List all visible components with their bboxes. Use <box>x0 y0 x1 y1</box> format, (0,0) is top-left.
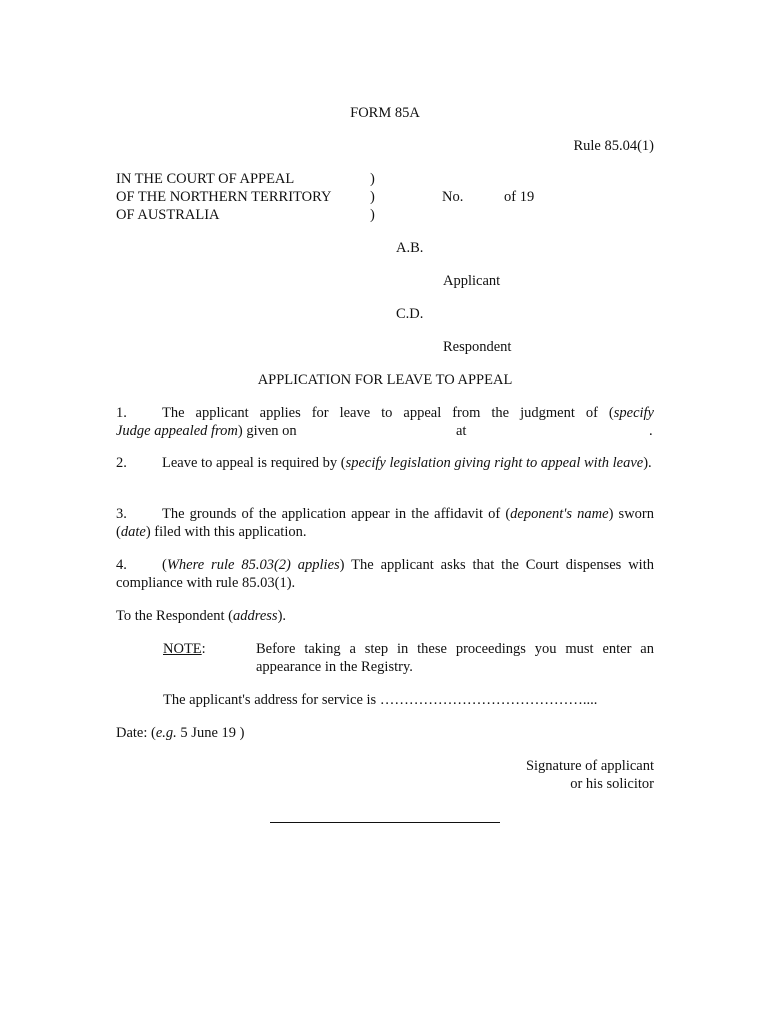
respondent-role: Respondent <box>443 339 512 355</box>
date-label: Date: ( <box>116 725 156 741</box>
paragraph-3-text: The grounds of the application appear in the affidavit of ( <box>162 506 511 522</box>
paragraph-1-number: 1. <box>116 405 127 421</box>
paragraph-2-text: Leave to appeal is required by ( <box>162 455 346 471</box>
paragraph-1-given-on: ) given on <box>237 423 297 439</box>
rule-reference: Rule 85.04(1) <box>573 138 654 154</box>
paragraph-1-at: at <box>456 423 467 439</box>
paragraph-3-italic-date: date <box>120 524 146 540</box>
court-line-1 <box>116 170 382 188</box>
applicant-name: A.B. <box>396 240 424 256</box>
paragraph-3-number: 3. <box>116 506 127 522</box>
paragraph-2 <box>116 454 654 472</box>
paragraph-4-number: 4. <box>116 557 127 573</box>
note-label-wrap <box>163 640 206 658</box>
court-name-line-1: IN THE COURT OF APPEAL <box>116 171 295 187</box>
paragraph-4-text: ) The applicant asks that the Court dispenses with compliance with rule 85.03(1). <box>116 557 654 591</box>
date-line <box>116 724 244 742</box>
form-title: FORM 85A <box>350 105 420 121</box>
to-respondent-address: address <box>232 608 278 624</box>
case-year-label: of 19 <box>504 189 535 205</box>
court-name-line-3: OF AUSTRALIA <box>116 207 220 223</box>
paragraph-1-end: . <box>649 423 653 439</box>
date-example: 5 June 19 ) <box>176 725 245 741</box>
note-text: Before taking a step in these proceedings you must enter an appearance in the Registry. <box>256 641 654 675</box>
note-label: NOTE <box>163 641 202 657</box>
court-paren-3: ) <box>370 207 375 223</box>
court-line-3 <box>116 206 382 224</box>
signature-line-1: Signature of applicant <box>525 758 654 774</box>
court-name-line-2: OF THE NORTHERN TERRITORY <box>116 189 332 205</box>
signature-line-2: or his solicitor <box>570 776 654 792</box>
paragraph-2-end: ). <box>643 455 652 471</box>
paragraph-4 <box>116 556 654 592</box>
paragraph-3-sworn: ) sworn ( <box>116 506 654 540</box>
paragraph-2-number: 2. <box>116 455 127 471</box>
paragraph-1 <box>116 404 654 422</box>
paragraph-2-italic: specify legislation giving right to appeal with leave <box>345 455 644 471</box>
court-paren-1: ) <box>370 171 375 187</box>
to-respondent <box>116 607 286 625</box>
note-colon: : <box>201 641 206 657</box>
paragraph-3-italic-deponent: deponent's name <box>510 506 609 522</box>
paragraph-1-italic: specify <box>613 405 654 421</box>
court-paren-2: ) <box>370 189 375 205</box>
respondent-name: C.D. <box>396 306 424 322</box>
paragraph-3 <box>116 505 654 541</box>
paragraph-1-text: The applicant applies for leave to appeal from the judgment of ( <box>162 405 614 421</box>
application-heading: APPLICATION FOR LEAVE TO APPEAL <box>257 372 513 388</box>
paragraph-4-open: ( <box>162 557 167 573</box>
date-eg: e.g. <box>155 725 177 741</box>
paragraph-4-italic: Where rule 85.03(2) applies <box>166 557 340 573</box>
court-line-2 <box>116 188 382 206</box>
paragraph-3-end: ) filed with this application. <box>145 524 307 540</box>
to-respondent-text: To the Respondent ( <box>116 608 233 624</box>
paragraph-1-line-2 <box>116 422 297 440</box>
paragraph-1-italic-cont: Judge appealed from <box>116 423 238 439</box>
signature-rule <box>270 822 500 823</box>
address-for-service: The applicant's address for service is …………………………………….... <box>163 692 598 708</box>
applicant-role: Applicant <box>443 273 501 289</box>
case-number-label: No. <box>442 189 464 205</box>
to-respondent-end: ). <box>277 608 287 624</box>
